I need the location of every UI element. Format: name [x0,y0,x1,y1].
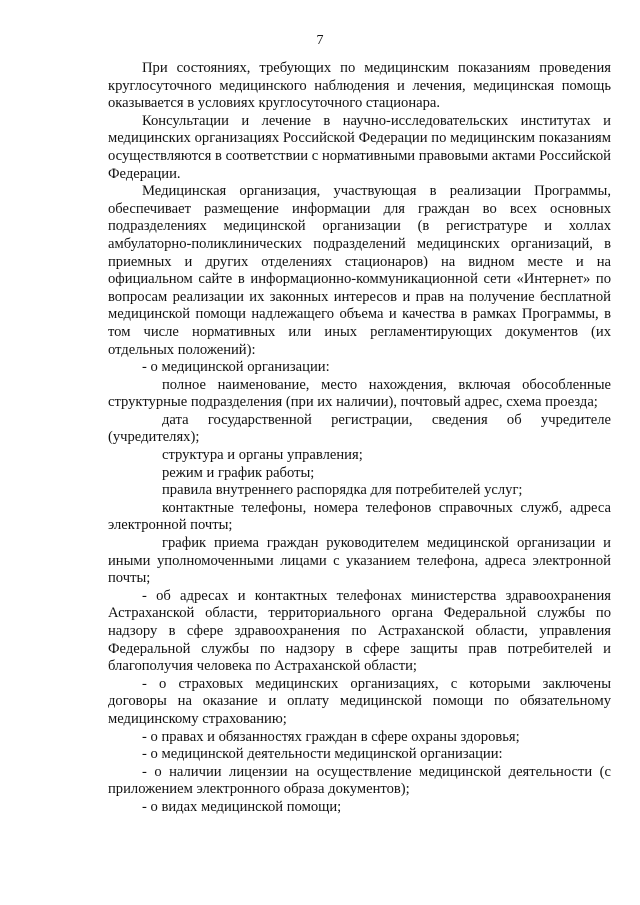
sub-list-item: режим и график работы; [162,464,315,481]
list-item: - об адресах и контактных телефонах министерства здравоохранения Астраханской области, территориального органа Федеральной службы по надзору в сфере здравоохранения по Астраханской области, управления Федеральной службы по надзору в сфере защиты прав потребителей и благополучия человека по Астраханской области; [108,587,611,675]
sub-list-item: график приема граждан руководителем медицинской организации и иными уполномоченными лицами с указанием телефона, адреса электронной почты; [108,535,611,587]
list-item: - о наличии лицензии на осуществление медицинской деятельности (с приложением электронного образа документов); [108,763,611,798]
sub-list-item: полное наименование, место нахождения, включая обособленные структурные подразделения (при их наличии), почтовый адрес, схема проезда; [108,376,611,411]
sub-list-item: правила внутреннего распорядка для потребителей услуг; [162,482,523,499]
list-item: - о медицинской деятельности медицинской организации: [142,746,503,763]
list-item: - о правах и обязанностях граждан в сфере охраны здоровья; [142,728,520,745]
document-body [108,60,611,817]
sub-list-item: контактные телефоны, номера телефонов справочных служб, адреса электронной почты; [108,499,611,534]
sub-list-item: структура и органы управления; [162,447,363,464]
page-number: 7 [316,33,324,48]
sub-list-item: дата государственной регистрации, сведения об учредителе (учредителях); [108,411,611,446]
list-item: - о медицинской организации: [142,359,330,376]
paragraph: При состояниях, требующих по медицинским показаниям проведения круглосуточного медицинского наблюдения и лечения, медицинская помощь оказывается в условиях круглосуточного стационара. [108,60,611,112]
list-item: - о видах медицинской помощи; [142,798,342,815]
paragraph: Консультации и лечение в научно-исследовательских институтах и медицинских организациях Российской Федерации по медицинским показаниям осуществляются в соответствии с нормативными правовыми актами Российской Федерации. [108,112,611,182]
paragraph: Медицинская организация, участвующая в реализации Программы, обеспечивает размещение информации для граждан во всех основных подразделениях медицинской организации (в регистратуре и холлах амбулаторно-поликлинических подразделений медицинских организаций, в приемных и других отделениях стационаров) на видном месте и на официальном сайте в информационно-коммуникационной сети «Интернет» по вопросам реализации их законных интересов и прав на получение бесплатной медицинской помощи надлежащего объема и качества в рамках Программы, в том числе нормативных или иных регламентирующих документов (их отдельных положений): [108,183,611,358]
list-item: - о страховых медицинских организациях, с которыми заключены договоры на оказание и оплату медицинской помощи по обязательному медицинскому страхованию; [108,675,611,727]
